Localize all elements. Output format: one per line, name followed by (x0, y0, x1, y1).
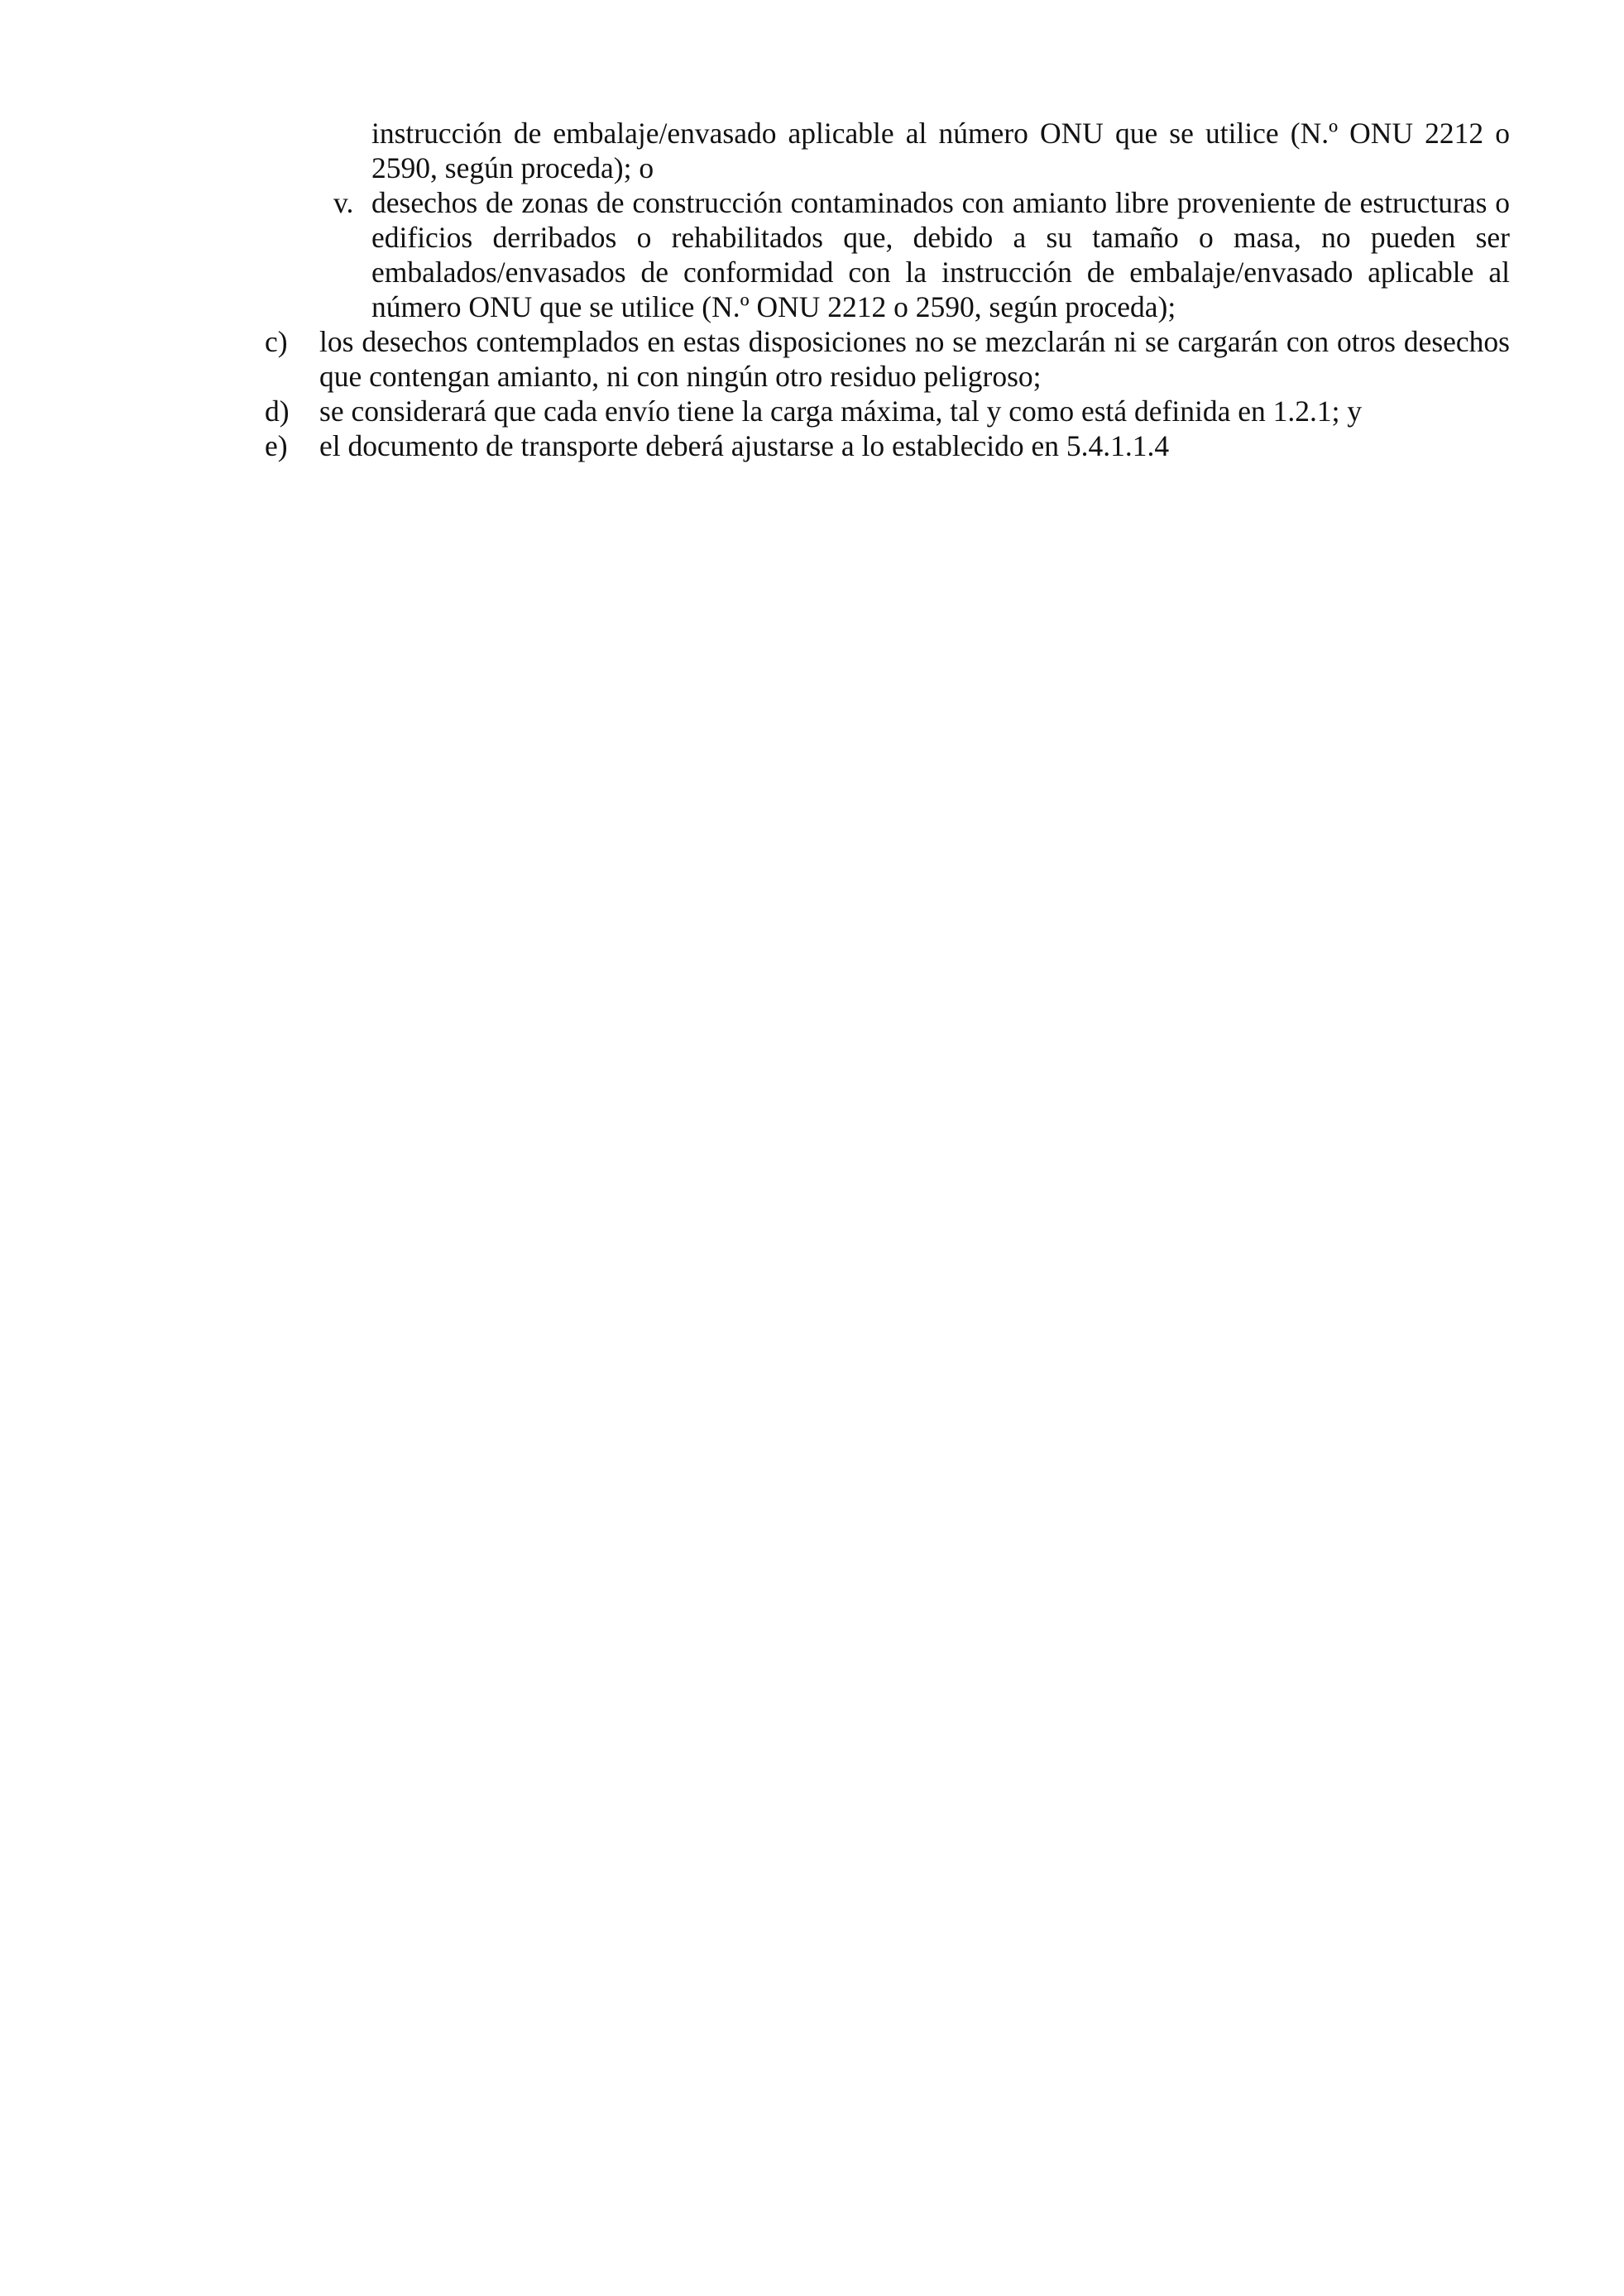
list-item-text: el documento de transporte deberá ajustarse a lo establecido en 5.4.1.1.4 (319, 429, 1170, 462)
continuation-text: instrucción de embalaje/envasado aplicable al número ONU que se utilice (N.º ONU 2212 o 2590, según proceda); o (371, 117, 1510, 184)
list-item-text: desechos de zonas de construcción contaminados con amianto libre proveniente de estructuras o edificios derribados o rehabilitados que, debido a su tamaño o masa, no pueden ser embalados/envasados de conformidad con la instrucción de embalaje/envasado aplicable al número ONU que se utilice (N.º ONU 2212 o 2590, según proceda); (371, 186, 1510, 323)
list-item-d (265, 394, 1510, 428)
list-item-e (265, 428, 1510, 463)
list-item-text: se considerará que cada envío tiene la carga máxima, tal y como está definida en 1.2.1; y (319, 395, 1363, 428)
list-item-text: los desechos contemplados en estas disposiciones no se mezclarán ni se cargarán con otros desechos que contengan amianto, ni con ningún otro residuo peligroso; (319, 325, 1510, 393)
list-item-c (265, 324, 1510, 394)
document-body (265, 116, 1510, 463)
list-marker: d) (265, 395, 290, 428)
list-marker: e) (265, 429, 288, 462)
list-marker: v. (333, 186, 354, 219)
continuation-paragraph (371, 116, 1510, 185)
list-marker: c) (265, 325, 288, 358)
list-item-roman-v (333, 185, 1510, 324)
